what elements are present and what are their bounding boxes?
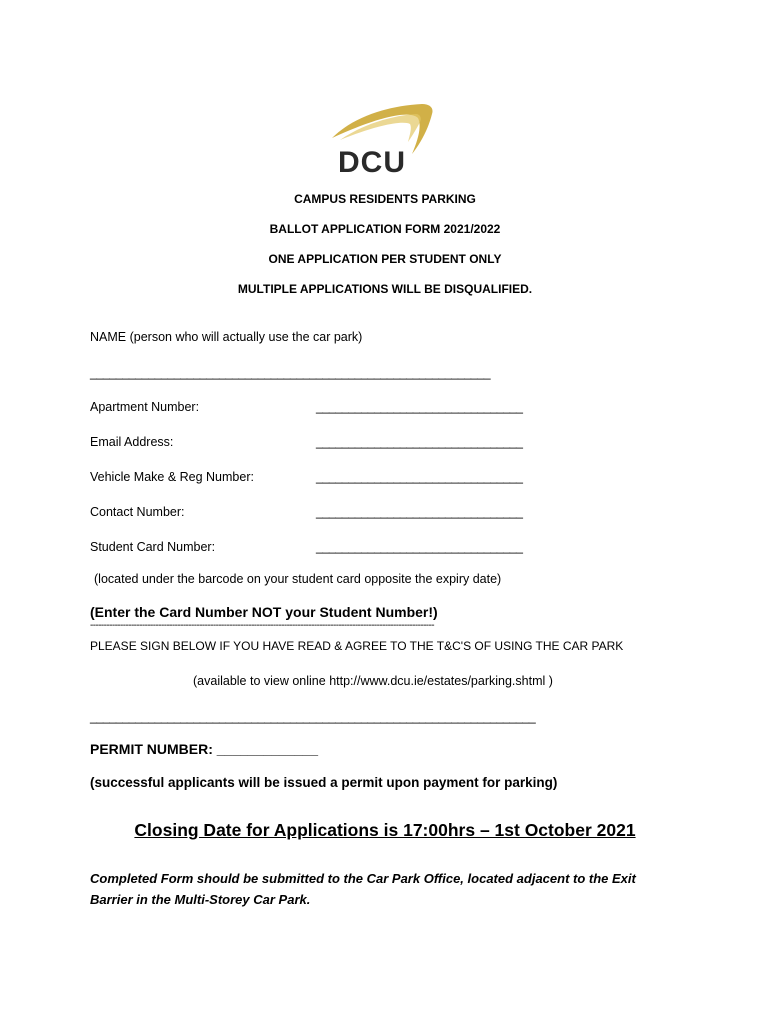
apartment-label: Apartment Number: [90,400,200,414]
signature-line[interactable]: _____________________________________________________________________ [90,710,536,724]
card-warning: (Enter the Card Number NOT your Student Number!) [90,604,438,620]
vehicle-line[interactable]: ________________________________ [316,470,523,484]
header-line-2: BALLOT APPLICATION FORM 2021/2022 [269,222,501,236]
sign-notice: PLEASE SIGN BELOW IF YOU HAVE READ & AGREE TO THE T&C'S OF USING THE CAR PARK [90,639,624,653]
contact-line[interactable]: ________________________________ [316,505,523,519]
email-line[interactable]: ________________________________ [316,435,523,449]
vehicle-label: Vehicle Make & Reg Number: [90,470,254,484]
dash-divider: ------------------------------------------------------------------------------------------------------------------------------ [90,620,434,631]
closing-date: Closing Date for Applications is 17:00hrs – 1st October 2021 [134,820,636,840]
apartment-line[interactable]: ________________________________ [316,400,523,414]
name-field-line[interactable]: ______________________________________________________________ [90,366,491,380]
name-field-label: NAME (person who will actually use the car park) [90,330,363,344]
student-card-label: Student Card Number: [90,540,216,554]
logo-text: DCU [338,146,406,178]
header-line-1: CAMPUS RESIDENTS PARKING [294,192,476,206]
terms-link[interactable]: (available to view online http://www.dcu.ie/estates/parking.shtml ) [193,674,553,688]
submit-note: Completed Form should be submitted to the Car Park Office, located adjacent to the Exit Barrier in the Multi-Storey Car Park. [90,871,636,907]
header-line-4: MULTIPLE APPLICATIONS WILL BE DISQUALIFIED. [237,282,533,296]
permit-number: PERMIT NUMBER: _____________ [90,741,318,757]
dcu-logo [330,100,435,178]
email-label: Email Address: [90,435,174,449]
card-note: (located under the barcode on your student card opposite the expiry date) [94,572,502,586]
header-line-3: ONE APPLICATION PER STUDENT ONLY [268,252,502,266]
contact-label: Contact Number: [90,505,185,519]
student-card-line[interactable]: ________________________________ [316,540,523,554]
permit-note: (successful applicants will be issued a permit upon payment for parking) [90,775,558,790]
